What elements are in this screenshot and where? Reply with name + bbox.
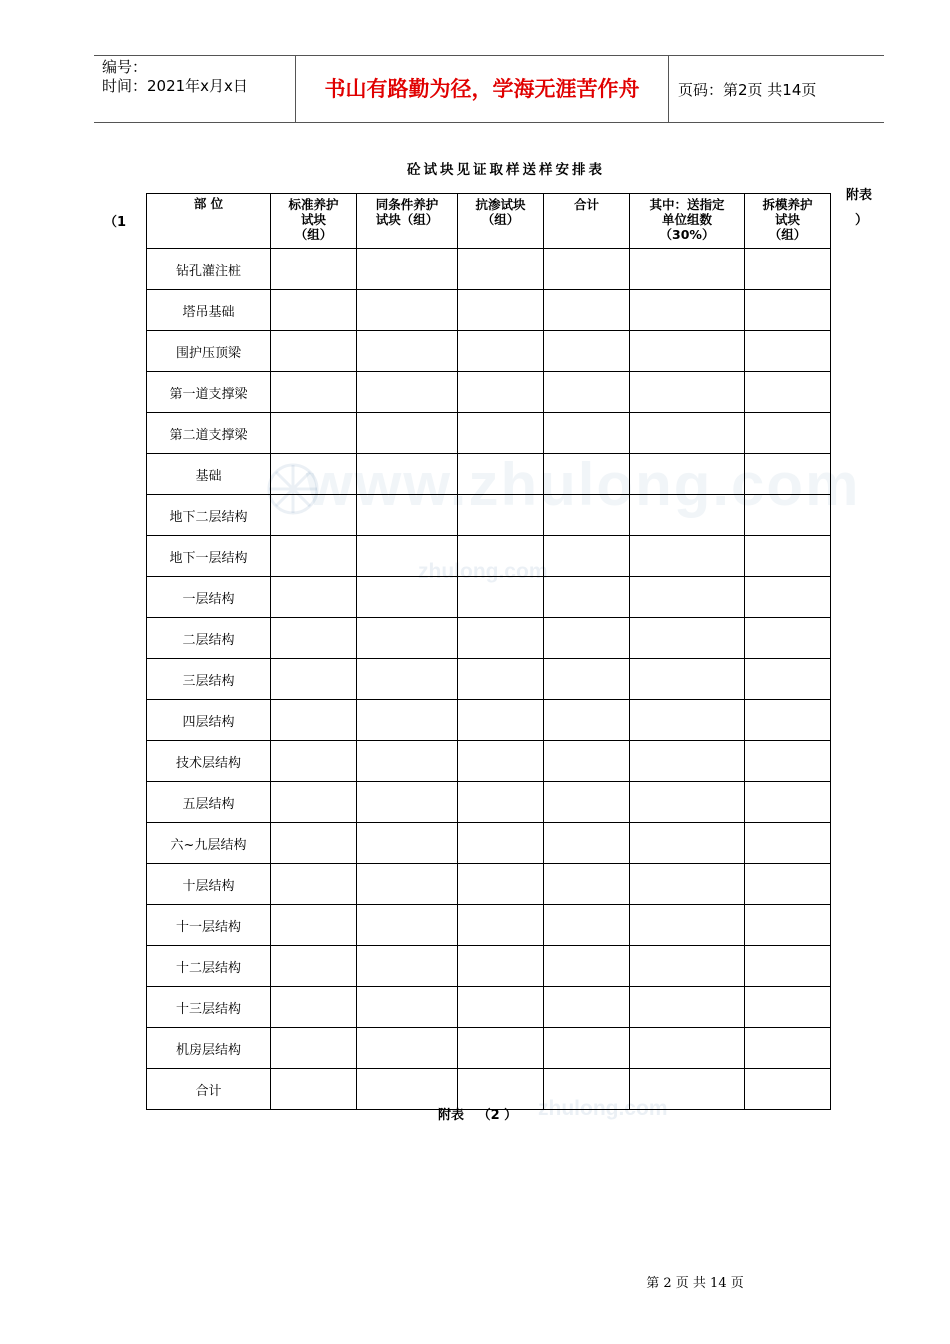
table-cell [544,249,630,290]
table-cell [630,290,745,331]
table-cell [544,741,630,782]
table-cell [458,372,544,413]
table-cell [630,495,745,536]
table-cell [544,618,630,659]
table-cell [630,659,745,700]
table-row [147,331,831,372]
document-title: 砼试块见证取样送样安排表 [407,162,605,178]
table-cell [458,700,544,741]
row-label: 技术层结构 [147,741,271,782]
table-cell [458,987,544,1028]
table-cell [544,577,630,618]
table-cell [544,331,630,372]
table-row [147,372,831,413]
table-cell [630,454,745,495]
header-divider-right [668,55,669,123]
table-cell [630,741,745,782]
column-header-6: 拆模养护 试块 （组） [745,194,831,249]
table-row [147,249,831,290]
page-number-label: 页码：第2页 共14页 [678,81,817,99]
row-label: 三层结构 [147,659,271,700]
table-cell [745,618,831,659]
annex-1-word: 附表 [846,188,873,203]
table-cell [357,823,458,864]
sample-schedule-table [146,193,831,1110]
table-row [147,290,831,331]
table-cell [745,946,831,987]
table-cell [271,618,357,659]
table-cell [357,372,458,413]
column-header-5: 其中：送指定 单位组数 （30%） [630,194,745,249]
row-label: 五层结构 [147,782,271,823]
table-cell [357,618,458,659]
row-label: 塔吊基础 [147,290,271,331]
table-cell [271,331,357,372]
table-row [147,741,831,782]
table-row [147,782,831,823]
table-row [147,1028,831,1069]
table-body [147,249,831,1110]
table-cell [544,987,630,1028]
table-cell [458,413,544,454]
table-row [147,577,831,618]
table-cell [544,536,630,577]
table-cell [271,905,357,946]
row-label: 四层结构 [147,700,271,741]
row-label: 十一层结构 [147,905,271,946]
table-cell [271,454,357,495]
table-cell [271,700,357,741]
table-cell [630,618,745,659]
table-cell [745,454,831,495]
table-cell [745,905,831,946]
table-cell [544,1028,630,1069]
table-cell [357,987,458,1028]
table-cell [745,700,831,741]
table-cell [357,659,458,700]
table-cell [357,741,458,782]
table-row [147,536,831,577]
table-cell [630,331,745,372]
row-label: 钻孔灌注桩 [147,249,271,290]
table-cell [544,864,630,905]
table-cell [271,823,357,864]
row-label: 第一道支撑梁 [147,372,271,413]
table-cell [357,782,458,823]
table-row [147,495,831,536]
row-label: 十二层结构 [147,946,271,987]
table-cell [458,290,544,331]
row-label: 第二道支撑梁 [147,413,271,454]
column-header-3: 抗渗试块 （组） [458,194,544,249]
column-header-1: 标准养护 试块 （组） [271,194,357,249]
table-cell [745,823,831,864]
row-label: 十三层结构 [147,987,271,1028]
column-header-2: 同条件养护 试块（组） [357,194,458,249]
table-row [147,659,831,700]
table-cell [544,413,630,454]
table-cell [630,700,745,741]
watermark-small-bottom: zhulong.com [538,1097,668,1120]
table-cell [458,249,544,290]
table-row [147,905,831,946]
table-cell [544,1069,630,1110]
table-cell [458,823,544,864]
table-cell [458,905,544,946]
table-cell [745,249,831,290]
table-cell [271,249,357,290]
table-cell [271,741,357,782]
table-cell [271,864,357,905]
table-cell [271,946,357,987]
page-footer: 第 2 页 共 14 页 [646,1276,744,1291]
header-top-rule [94,55,884,56]
table-cell [357,864,458,905]
table-cell [357,495,458,536]
table-cell [271,577,357,618]
table-cell [271,1028,357,1069]
annex-2-label: 附表 （2 ） [438,1108,518,1123]
table-cell [271,413,357,454]
table-cell [745,987,831,1028]
row-label: 六~九层结构 [147,823,271,864]
annex-1-close: ） [855,213,869,228]
table-cell [745,782,831,823]
table-cell [745,864,831,905]
table-cell [544,700,630,741]
document-time-label: 时间：2021年x月x日 [102,77,248,95]
table-cell [357,413,458,454]
table-cell [745,741,831,782]
table-cell [271,1069,357,1110]
annex-1-open: （1 [104,215,127,230]
table-cell [544,372,630,413]
table-cell [271,536,357,577]
table-cell [271,987,357,1028]
table-cell [745,290,831,331]
table-header-row [147,194,831,249]
table-cell [458,454,544,495]
table-cell [458,864,544,905]
table-cell [630,987,745,1028]
table-cell [458,331,544,372]
table-cell [544,659,630,700]
table-row [147,413,831,454]
header-motto: 书山有路勤为径，学海无涯苦作舟 [324,77,640,101]
table-cell [745,413,831,454]
table-cell [630,905,745,946]
table-cell [630,413,745,454]
table-cell [458,946,544,987]
table-row [147,618,831,659]
table-cell [357,249,458,290]
table-cell [630,1069,745,1110]
table-cell [745,1069,831,1110]
table-cell [630,782,745,823]
row-label: 十层结构 [147,864,271,905]
table-cell [458,536,544,577]
table-cell [458,782,544,823]
table-cell [544,782,630,823]
row-label: 围护压顶梁 [147,331,271,372]
table-cell [745,659,831,700]
row-label: 地下一层结构 [147,536,271,577]
column-header-4: 合计 [544,194,630,249]
table-cell [630,536,745,577]
row-label: 二层结构 [147,618,271,659]
table-cell [271,290,357,331]
table-cell [357,290,458,331]
table-cell [271,372,357,413]
table-cell [630,1028,745,1069]
row-label: 机房层结构 [147,1028,271,1069]
table-cell [745,495,831,536]
row-label: 一层结构 [147,577,271,618]
table-cell [357,454,458,495]
table-cell [544,454,630,495]
table-cell [544,495,630,536]
table-cell [544,946,630,987]
table-cell [745,536,831,577]
row-label: 地下二层结构 [147,495,271,536]
table-cell [458,659,544,700]
table-cell [630,577,745,618]
table-cell [630,946,745,987]
watermark-url: www.zhulong.com [306,451,861,518]
table-cell [271,659,357,700]
table-cell [745,1028,831,1069]
watermark-small-mid: zhulong.com [418,560,548,583]
table-row [147,454,831,495]
document-number-label: 编号： [102,58,148,76]
table-cell [357,536,458,577]
table-cell [357,946,458,987]
table-row [147,700,831,741]
column-header-0: 部 位 [147,194,271,249]
row-label: 合计 [147,1069,271,1110]
table-row [147,987,831,1028]
table-cell [458,495,544,536]
table-cell [357,331,458,372]
table-cell [357,905,458,946]
row-label: 基础 [147,454,271,495]
table-cell [271,782,357,823]
header-bottom-rule [94,122,884,123]
table-cell [458,741,544,782]
table-cell [630,372,745,413]
table-row [147,823,831,864]
table-cell [630,864,745,905]
table-cell [544,905,630,946]
table-row [147,864,831,905]
table-cell [458,577,544,618]
table-cell [745,372,831,413]
table-cell [544,823,630,864]
table-cell [357,1028,458,1069]
table-row [147,946,831,987]
table-cell [544,290,630,331]
table-cell [745,331,831,372]
table-cell [630,249,745,290]
table-cell [271,495,357,536]
table-cell [357,700,458,741]
table-cell [745,577,831,618]
table-cell [458,618,544,659]
table-cell [630,823,745,864]
table-cell [458,1028,544,1069]
table-cell [357,577,458,618]
